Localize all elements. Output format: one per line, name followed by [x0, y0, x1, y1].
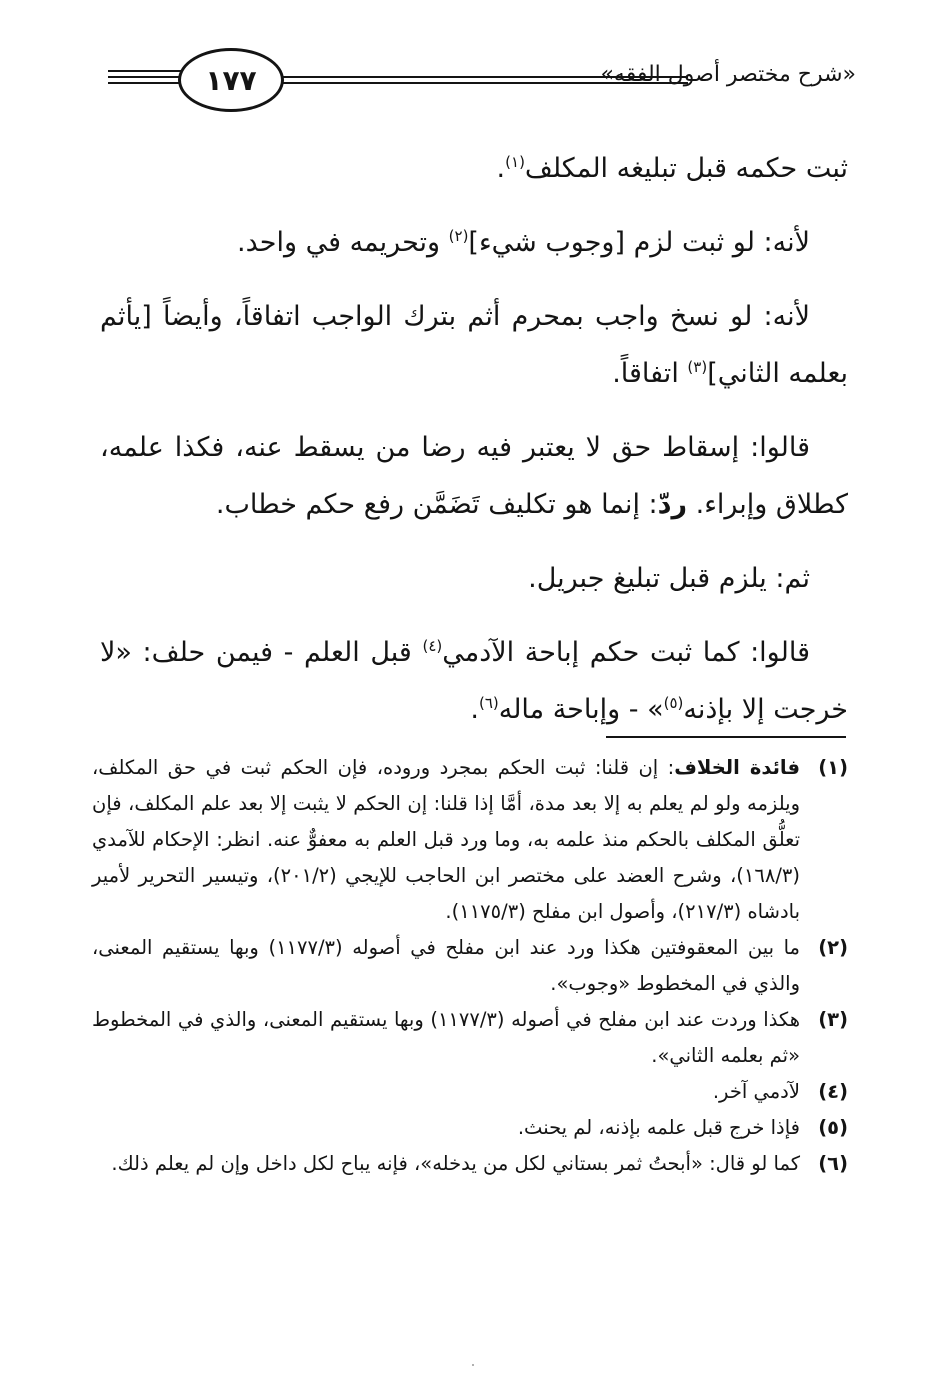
page-number: ١٧٧	[205, 63, 257, 97]
scan-dot	[472, 1364, 474, 1366]
page-number-badge	[178, 48, 284, 112]
footnote-number: (٤)	[818, 1080, 848, 1103]
footnote-number: (٦)	[818, 1152, 848, 1175]
footnotes	[92, 750, 848, 1182]
footnote: (٤) لآدمي آخر.	[92, 1074, 848, 1110]
reply-keyword: ردّ	[657, 489, 688, 520]
footnote: (٥) فإذا خرج قبل علمه بإذنه، لم يحنث.	[92, 1110, 848, 1146]
footnote-number: (١)	[818, 756, 848, 779]
footnote-ref: (١)	[505, 153, 525, 171]
footnote-ref: (٣)	[687, 358, 708, 376]
running-title: «شرح مختصر أصول الفقه»	[600, 62, 856, 87]
header-rule-bottom-left	[108, 82, 182, 84]
footnote-ref: (٤)	[422, 637, 443, 655]
paragraph: ثم: يلزم قبل تبليغ جبريل.	[528, 563, 810, 594]
header-rule-top-left	[108, 70, 182, 72]
footnote: (٢) ما بين المعقوفتين هكذا ورد عند ابن مفلح في أصوله (١١٧٧/٣) وبها يستقيم المعنى، والذي في المخطوط «وجوب».	[92, 930, 848, 1002]
footnote-lead: فائدة الخلاف	[674, 756, 801, 779]
footnote: (٦) كما لو قال: «أبحتُ ثمر بستاني لكل من يدخله»، فإنه يباح لكل داخل وإن لم يعلم ذلك.	[92, 1146, 848, 1182]
paragraph: ثبت حكمه قبل تبليغه المكلف$^{(١)}$.	[496, 153, 848, 184]
paragraph: قالوا: إسقاط حق لا يعتبر فيه رضا من يسقط عنه، فكذا علمه، كطلاق وإبراء. ردّ: إنما هو تكليف تَضَمَّن رفع حكم خطاب.	[100, 432, 848, 520]
header-rule-mid-left	[108, 76, 180, 78]
footnote-ref: (٦)	[478, 694, 499, 712]
paragraph: قالوا: كما ثبت حكم إباحة الآدمي$^{(٤)}$ قبل العلم - فيمن حلف: «لا خرجت إلا بإذنه$^{(٥)}$» - وإباحة ماله$^{(٦)}$.	[100, 637, 848, 725]
footnote: (٣) هكذا وردت عند ابن مفلح في أصوله (١١٧٧/٣) وبها يستقيم المعنى، والذي في المخطوط «ثم بعلمه الثاني».	[92, 1002, 848, 1074]
main-text	[100, 140, 848, 755]
paragraph: لأنه: لو ثبت لزم [وجوب شيء]$^{(٢)}$ وتحريمه في واحد.	[237, 227, 810, 258]
paragraph: لأنه: لو نسخ واجب بمحرم أثم بترك الواجب اتفاقاً، وأيضاً [يأثم بعلمه الثاني]$^{(٣)}$ اتفاقاً.	[100, 301, 848, 389]
footnote-number: (٥)	[818, 1116, 848, 1139]
footnote-separator	[606, 736, 846, 738]
footnote-ref: (٥)	[663, 694, 684, 712]
footnote-ref: (٢)	[448, 227, 469, 245]
footnote-number: (٢)	[818, 936, 848, 959]
footnote-number: (٣)	[818, 1008, 848, 1031]
footnote: (١) فائدة الخلاف: إن قلنا: ثبت الحكم بمجرد وروده، فإن الحكم ثبت في حق المكلف، ويلزمه ولو لم يعلم به إلا بعد مدة، أمَّا إذا قلنا: إن الحكم لا يثبت إلا بعد علم المكلف، فإن تعلُّق المكلف بالحكم منذ علمه به، وما ورد قبل العلم به معفوٌّ عنه. انظر: الإحكام للآمدي (١٦٨/٣)، وشرح العضد على مختصر ابن الحاجب للإيجي (٢٠١/٢)، وتيسير التحرير لأمير بادشاه (٢١٧/٣)، وأصول ابن مفلح (١١٧٥/٣).	[92, 750, 848, 930]
